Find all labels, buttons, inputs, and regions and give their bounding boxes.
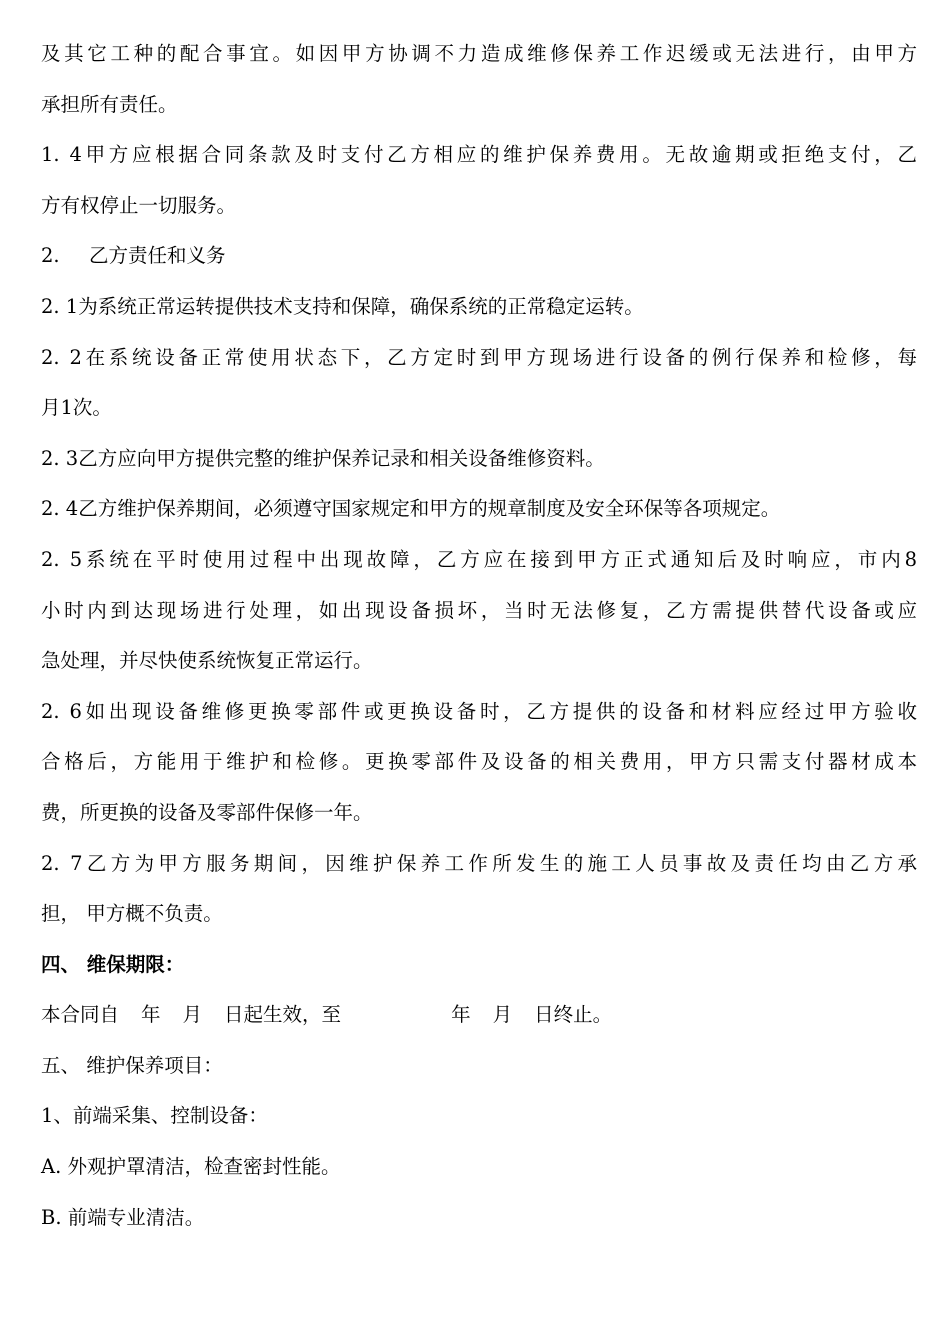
- list-item-a: A. 外观护罩清洁，检查密封性能。: [41, 1155, 341, 1179]
- list-item-1: 1、前端采集、控制设备：: [41, 1104, 268, 1128]
- list-item-b: B. 前端专业清洁。: [41, 1205, 205, 1229]
- section-number: 2.: [41, 244, 60, 268]
- paragraph-line: 方有权停止一切服务。: [41, 193, 237, 217]
- section-heading-2: [41, 231, 917, 282]
- term-year-2: 年: [451, 1003, 471, 1027]
- paragraph-line: 费，所更换的设备及零部件保修一年。: [41, 800, 373, 824]
- clause-2-5: 2. 5系统在平时使用过程中出现故障，乙方应在接到甲方正式通知后及时响应，市内8: [41, 547, 917, 571]
- contract-term-line: [41, 990, 917, 1041]
- term-start: 本合同自: [41, 1003, 120, 1027]
- paragraph-line: 担， 甲方概不负责。: [41, 902, 223, 926]
- section-title: 乙方责任和义务: [89, 244, 226, 268]
- clause-2-7: 2. 7乙方为甲方服务期间，因维护保养工作所发生的施工人员事故及责任均由乙方承: [41, 851, 917, 875]
- clause-2-2: 2. 2在系统设备正常使用状态下，乙方定时到甲方现场进行设备的例行保养和检修，每: [41, 345, 917, 369]
- clause-2-6: 2. 6如出现设备维修更换零部件或更换设备时，乙方提供的设备和材料应经过甲方验收: [41, 699, 917, 723]
- paragraph-line: 及其它工种的配合事宜。如因甲方协调不力造成维修保养工作迟缓或无法进行，由甲方: [41, 42, 917, 65]
- section-heading-4: 四、 维保期限：: [41, 952, 185, 976]
- term-year-1: 年: [141, 1003, 161, 1027]
- paragraph-line: 月1次。: [41, 396, 112, 420]
- paragraph-line: 合格后，方能用于维护和检修。更换零部件及设备的相关费用，甲方只需支付器材成本: [41, 750, 917, 774]
- term-month-2: 月: [492, 1003, 513, 1027]
- paragraph-line: 急处理，并尽快使系统恢复正常运行。: [41, 649, 373, 673]
- paragraph-line: 小时内到达现场进行处理，如出现设备损坏，当时无法修复，乙方需提供替代设备或应: [41, 598, 917, 622]
- clause-2-4: 2. 4乙方维护保养期间，必须遵守国家规定和甲方的规章制度及安全环保等各项规定。: [41, 497, 781, 521]
- document-page: [41, 29, 917, 1243]
- clause-2-3: 2. 3乙方应向甲方提供完整的维护保养记录和相关设备维修资料。: [41, 446, 605, 470]
- term-month-1: 月: [182, 1003, 203, 1027]
- section-heading-5: 五、 维护保养项目：: [41, 1053, 223, 1077]
- term-day-2: 日终止。: [534, 1003, 613, 1027]
- term-day-1: 日起生效，至: [224, 1003, 342, 1027]
- paragraph-line: 承担所有责任。: [41, 92, 178, 116]
- clause-2-1: 2. 1为系统正常运转提供技术支持和保障，确保系统的正常稳定运转。: [41, 294, 644, 318]
- paragraph-line: 1. 4甲方应根据合同条款及时支付乙方相应的维护保养费用。无故逾期或拒绝支付，乙: [41, 143, 917, 167]
